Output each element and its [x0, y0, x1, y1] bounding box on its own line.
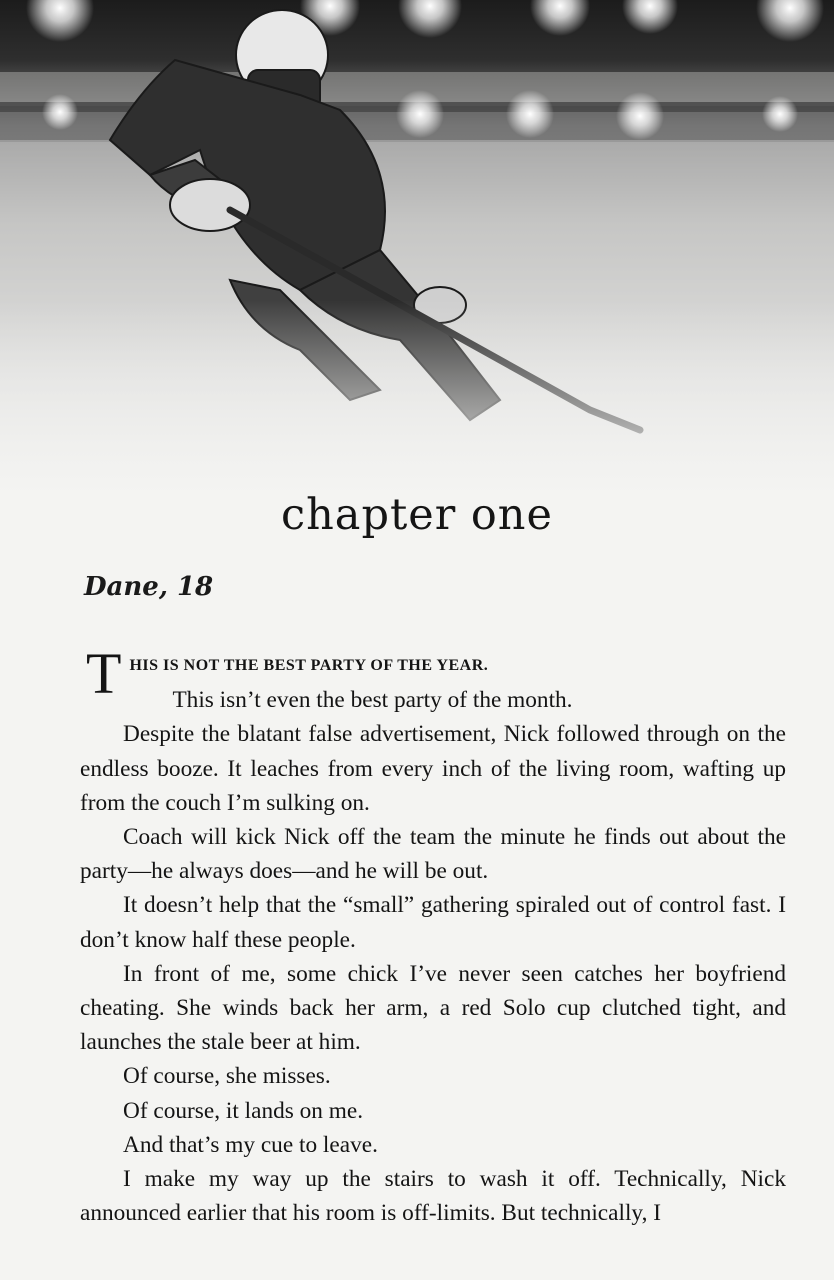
pov-label: Dane, 18: [84, 572, 214, 602]
paragraph: In front of me, some chick I’ve never seen catches her boyfriend cheating. She winds back her arm, a red Solo cup clutched tight, and launches the stale beer at him.: [80, 960, 786, 1056]
paragraph: Despite the blatant false advertisement, Nick followed through on the endless booze. It leaches from every inch of the living room, wafting up from the couch I’m sulking on.: [80, 721, 786, 816]
hockey-player-illustration: [0, 0, 834, 500]
drop-cap: T: [86, 641, 122, 706]
paragraph: Coach will kick Nick off the team the minute he finds out about the party—he always does—and he will be out.: [80, 824, 786, 885]
paragraph: It doesn’t help that the “small” gathering spiraled out of control fast. I don’t know half these people.: [80, 892, 786, 953]
paragraph: This isn’t even the best party of the month.: [172, 687, 573, 714]
paragraph: Of course, she misses.: [123, 1063, 331, 1090]
paragraph: I make my way up the stairs to wash it off. Technically, Nick announced earlier that his room is off-limits. But technically, I: [80, 1166, 786, 1227]
opening-smallcaps: HIS IS NOT THE BEST PARTY OF THE YEAR.: [129, 657, 489, 674]
chapter-body: [80, 641, 786, 1230]
paragraph: Of course, it lands on me.: [123, 1097, 364, 1124]
chapter-title: chapter one: [281, 490, 553, 540]
paragraph: And that’s my cue to leave.: [123, 1131, 378, 1158]
